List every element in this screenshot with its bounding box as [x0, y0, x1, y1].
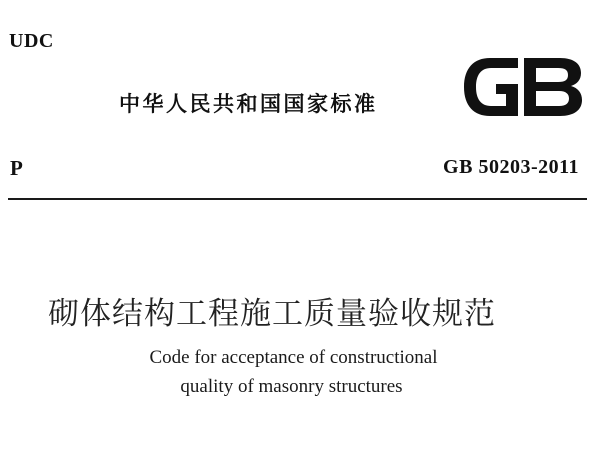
- national-standard-heading: 中华人民共和国国家标准: [119, 92, 378, 116]
- category-code: P: [10, 156, 23, 180]
- gb-logo-icon: [460, 54, 586, 120]
- title-english-line2: quality of masonry structures: [180, 376, 403, 397]
- title-chinese: 砌体结构工程施工质量验收规范: [48, 296, 496, 332]
- standard-number: GB 50203-2011: [443, 156, 579, 178]
- udc-label: UDC: [9, 30, 54, 52]
- title-english-line1: Code for acceptance of constructional: [149, 347, 438, 368]
- header-divider: [8, 198, 587, 200]
- gb-logo: [460, 54, 586, 120]
